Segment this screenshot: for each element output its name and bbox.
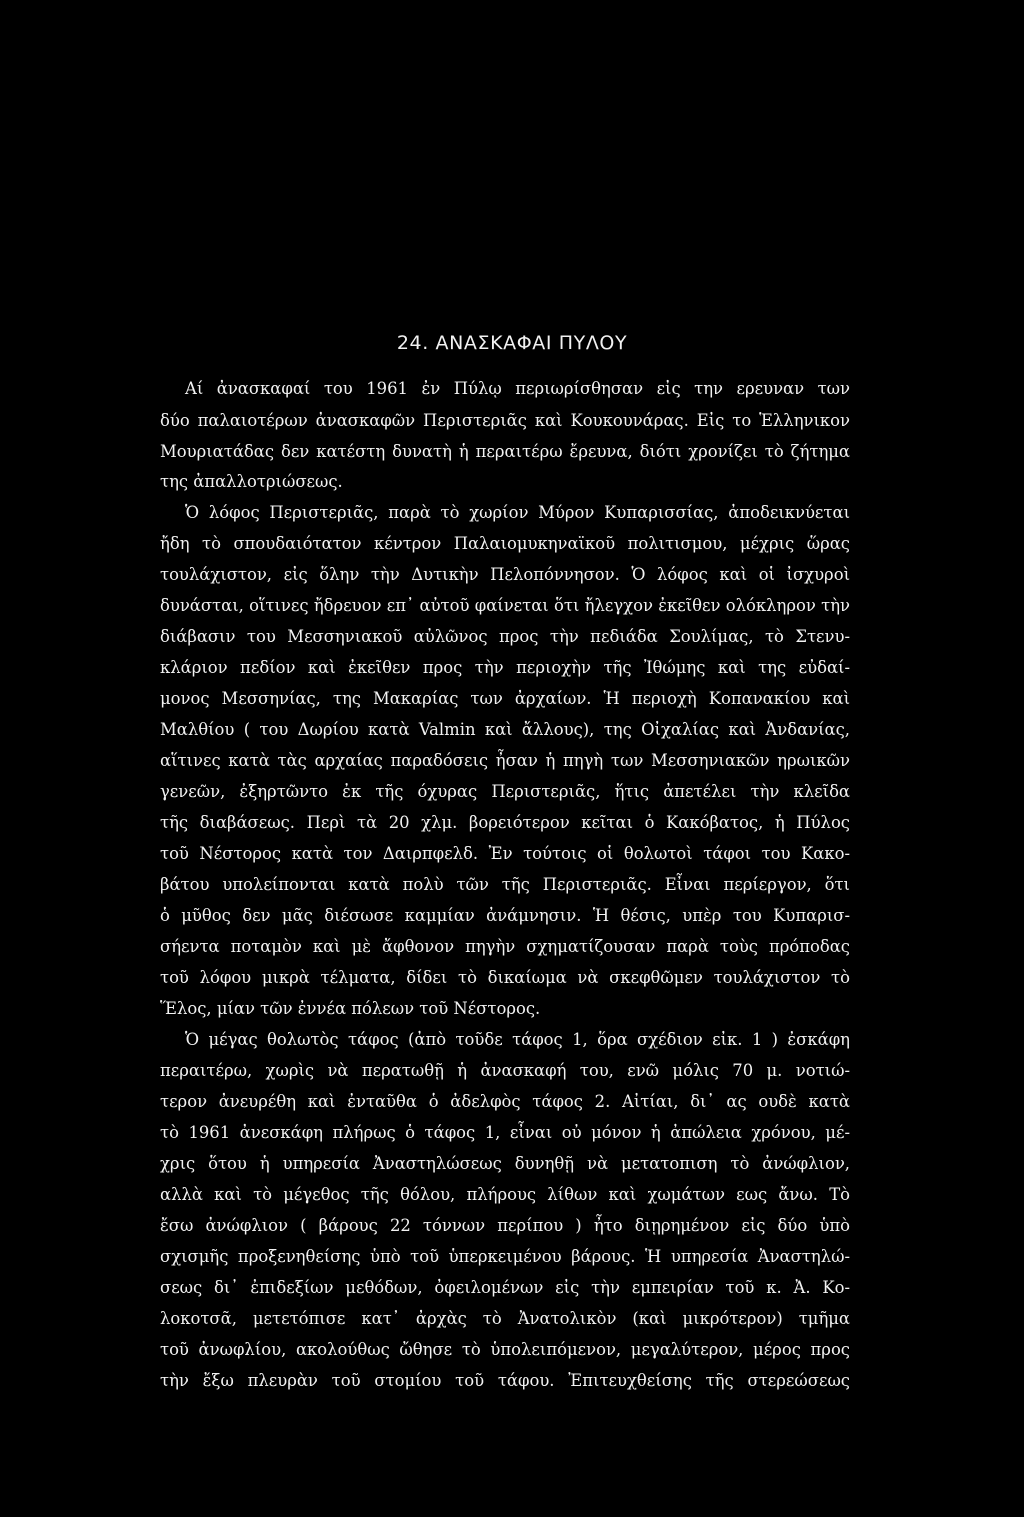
text-line: βάτου υπολείπονται κατὰ πολὺ τῶν τῆς Περιστεριᾶς. Εἶναι περίεργον, ὅτι — [160, 875, 850, 894]
text-line: τοῦ ἀνωφλίου, ακολούθως ὤθησε τὸ ὑπολειπόμενον, μεγαλύτερον, μέρος προς — [160, 1340, 850, 1359]
text-line: ἔσω ἀνώφλιον ( βάρους 22 τόννων περίπου ) ἦτο διῃρημένον εἰς δύο ὑπὸ — [160, 1216, 850, 1235]
text-line: Ἕλος, μίαν τῶν ἐννέα πόλεων τοῦ Νέστορος. — [160, 999, 541, 1018]
text-line: τὸ 1961 ἀνεσκάφη πλήρως ὁ τάφος 1, εἶναι οὐ μόνον ἡ ἀπώλεια χρόνου, μέ- — [160, 1123, 850, 1142]
text-line: ὁ μῦθος δεν μᾶς διέσωσε καμμίαν ἀνάμνησιν. Ἡ θέσις, υπὲρ του Κυπαρισ- — [160, 906, 850, 925]
page-heading: 24. ΑΝΑΣΚΑΦΑΙ ΠΥΛΟΥ — [396, 332, 628, 354]
text-line: αλλὰ καὶ τὸ μέγεθος τῆς θόλου, πλήρους λίθων καὶ χωμάτων εως ἄνω. Τὸ — [160, 1185, 850, 1204]
text-line: σχισμῆς προξενηθείσης ὑπὸ τοῦ ὑπερκειμένου βάρους. Ἡ υπηρεσία Ἀναστηλώ- — [160, 1247, 850, 1266]
text-line: αἵτινες κατὰ τὰς αρχαίας παραδόσεις ἦσαν ἡ πηγὴ των Μεσσηνιακῶν ηρωικῶν — [160, 751, 850, 770]
text-line: δυνάσται, οἵτινες ἤδρευον επ᾽ αὐτοῦ φαίνεται ὅτι ἤλεγχον ἐκεῖθεν ολόκληρον τὴν — [160, 596, 850, 615]
text-line: μονος Μεσσηνίας, της Μακαρίας των ἀρχαίων. Ἡ περιοχὴ Κοπανακίου καὶ — [160, 689, 850, 708]
text-line: κλάριον πεδίον καὶ ἐκεῖθεν προς τὴν περιοχὴν τῆς Ἰθώμης καὶ της εὐδαί- — [160, 658, 850, 677]
text-line: Μουριατάδας δεν κατέστη δυνατὴ ἡ περαιτέρω ἔρευνα, διότι χρονίζει τὸ ζήτημα — [160, 442, 850, 461]
text-line: Αί ἀνασκαφαί του 1961 ἐν Πύλῳ περιωρίσθησαν εἰς την ερευναν των — [185, 379, 850, 398]
text-line: λοκοτσᾶ, μετετόπισε κατ᾽ ἀρχὰς τὸ Ἀνατολικὸν (καὶ μικρότερον) τμῆμα — [160, 1309, 850, 1328]
text-line: Ὁ λόφος Περιστεριᾶς, παρὰ τὸ χωρίον Μύρον Κυπαρισσίας, ἀποδεικνύεται — [185, 503, 850, 522]
text-line: γενεῶν, ἐξηρτῶντο ἐκ τῆς όχυρας Περιστεριᾶς, ἥτις ἀπετέλει τὴν κλεῖδα — [160, 782, 850, 801]
text-line: διάβασιν του Μεσσηνιακοῦ αὐλῶνος προς τὴν πεδιάδα Σουλίμας, τὸ Στενυ- — [160, 627, 850, 646]
text-line: τοῦ Νέστορος κατὰ τον Δαιρπφελδ. Ἐν τούτοις οἱ θολωτοὶ τάφοι του Κακο- — [160, 844, 850, 863]
text-line: δύο παλαιοτέρων ἀνασκαφῶν Περιστεριᾶς καὶ Κουκουνάρας. Εἰς το Ἑλληνικον — [160, 411, 850, 430]
text-line: Μαλθίου ( του Δωρίου κατὰ Valmin καὶ ἄλλους), της Οἰχαλίας καὶ Ἀνδανίας, — [160, 720, 850, 739]
text-line: τουλάχιστον, εἰς ὅλην τὴν Δυτικὴν Πελοπόννησον. Ὁ λόφος καὶ οἱ ἰσχυροὶ — [160, 565, 850, 584]
text-line: σήεντα ποταμὸν καὶ μὲ ἄφθονον πηγὴν σχηματίζουσαν παρὰ τοὺς πρόποδας — [160, 937, 850, 956]
text-line: χρις ὅτου ἡ υπηρεσία Ἀναστηλώσεως δυνηθῇ νὰ μετατοπιση τὸ ἀνώφλιον, — [160, 1154, 850, 1173]
text-line: τὴν ἔξω πλευρὰν τοῦ στομίου τοῦ τάφου. Ἐπιτευχθείσης τῆς στερεώσεως — [160, 1371, 850, 1390]
text-line: σεως δι᾽ ἐπιδεξίων μεθόδων, ὀφειλομένων εἰς τὴν εμπειρίαν τοῦ κ. Ἀ. Κο- — [160, 1278, 850, 1297]
text-line: περαιτέρω, χωρὶς νὰ περατωθῇ ἡ ἀνασκαφή του, ενῶ μόλις 70 μ. νοτιώ- — [160, 1061, 850, 1080]
text-line: τῆς διαβάσεως. Περὶ τὰ 20 χλμ. βορειότερον κεῖται ὁ Κακόβατος, ἡ Πύλος — [160, 813, 850, 832]
text-line: Ὁ μέγας θολωτὸς τάφος (ἀπὸ τοῦδε τάφος 1, ὅρα σχέδιον εἰκ. 1 ) ἐσκάφη — [185, 1030, 850, 1049]
text-line: τοῦ λόφου μικρὰ τέλματα, δίδει τὸ δικαίωμα νὰ σκεφθῶμεν τουλάχιστον τὸ — [160, 968, 850, 987]
text-line: ἤδη τὸ σπουδαιότατον κέντρον Παλαιομυκηναϊκοῦ πολιτισμου, μέχρις ὥρας — [160, 534, 850, 553]
text-line: τερον ἀνευρέθη καὶ ἐνταῦθα ὁ ἀδελφὸς τάφος 2. Αἰτίαι, δι᾽ ας ουδὲ κατὰ — [160, 1092, 850, 1111]
text-line: της ἀπαλλοτριώσεως. — [160, 472, 343, 491]
